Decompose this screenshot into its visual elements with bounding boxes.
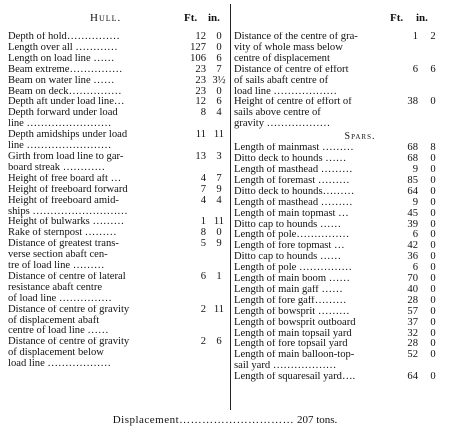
table-row — [234, 209, 446, 220]
inches-value: 0 — [430, 174, 436, 186]
feet-value: 13 — [195, 150, 206, 162]
feet-value: 38 — [407, 96, 418, 108]
hull-title: Hull. — [90, 12, 122, 24]
row-label: Depth forward under load line …………………… — [8, 108, 118, 130]
displacement-line — [0, 414, 450, 426]
inches-header: in. — [208, 12, 220, 24]
feet-value: 6 — [412, 63, 418, 75]
feet-value: 32 — [407, 327, 418, 339]
table-row — [8, 217, 230, 228]
feet-value: 9 — [412, 163, 418, 175]
inches-value: 0 — [430, 196, 436, 208]
row-label: Distance of centre of lateral resistance abaft centre of load line …………… — [8, 271, 126, 304]
hull-rows — [8, 32, 230, 370]
inches-value: 0 — [216, 31, 222, 42]
row-label: Ditto cap to hounds …… — [234, 219, 342, 230]
inches-value: 0 — [430, 327, 436, 339]
row-label: Length of bowsprit outboard — [234, 317, 356, 328]
feet-value: 42 — [407, 240, 418, 252]
row-label: Length of fore topsail yard — [234, 339, 348, 350]
feet-value: 9 — [412, 196, 418, 208]
row-label: Distance of greatest trans- verse section abaft cen- tre of load line ……… — [8, 239, 119, 272]
table-row — [234, 350, 446, 372]
inches-value: 0 — [430, 283, 436, 295]
feet-value: 4 — [200, 172, 206, 184]
feet-value: 28 — [407, 294, 418, 306]
inches-value: 0 — [430, 262, 436, 274]
feet-value: 28 — [407, 338, 418, 350]
row-label: Height of freeboard amid- ships ……………………… — [8, 195, 128, 217]
inches-value: 0 — [430, 294, 436, 306]
feet-value: 11 — [195, 129, 206, 141]
hull-column — [8, 4, 231, 410]
feet-value: 64 — [407, 185, 418, 197]
inches-value: 0 — [430, 153, 436, 165]
row-label: Length of pole…………… — [234, 230, 350, 241]
displacement-label: Displacement………………………… — [112, 414, 295, 426]
row-label: Depth aft under load line… — [8, 97, 125, 108]
row-label: Length of main balloon-top- sail yard ……………… — [234, 350, 355, 372]
row-label: Length of main topmast … — [234, 208, 349, 219]
table-row — [234, 32, 446, 65]
inches-value: 11 — [213, 216, 225, 228]
feet-value: 12 — [195, 96, 206, 108]
inches-header: in. — [416, 12, 428, 24]
spars-title: Spars. — [344, 131, 376, 143]
feet-value: 12 — [195, 31, 206, 42]
inches-value: 7 — [216, 63, 222, 75]
feet-value: 106 — [190, 52, 206, 64]
table-row — [234, 97, 446, 130]
inches-value: 6 — [216, 336, 222, 348]
inches-value: 0 — [430, 218, 436, 230]
row-label: Ditto deck to hounds …… — [234, 154, 347, 165]
row-label: Length of bowsprit ……… — [234, 306, 350, 317]
inches-value: 0 — [430, 305, 436, 317]
row-label: Depth of hold…………… — [8, 32, 120, 42]
inches-value: 0 — [430, 185, 436, 197]
feet-header: Ft. — [390, 12, 404, 24]
feet-value: 36 — [407, 251, 418, 263]
inches-value: 8 — [430, 142, 436, 154]
feet-value: 6 — [412, 229, 418, 241]
row-label: Distance of centre of gravity of displacement below load line ……………… — [8, 337, 130, 370]
row-label: Length of squaresail yard…. — [234, 372, 356, 383]
row-label: Length on load line …… — [8, 53, 115, 64]
inches-value: 0 — [216, 227, 222, 239]
inches-value: 6 — [430, 63, 436, 75]
inches-value: 0 — [430, 240, 436, 252]
inches-value: 7 — [216, 172, 222, 184]
inches-value: 4 — [216, 107, 222, 119]
inches-value: 0 — [430, 338, 436, 350]
inches-value: 0 — [430, 96, 436, 108]
row-label: Ditto deck to hounds……… — [234, 186, 355, 197]
hull-header — [8, 4, 230, 32]
feet-value: 127 — [190, 41, 206, 53]
feet-value: 39 — [407, 218, 418, 230]
table-row — [8, 228, 230, 239]
inches-value: 1 — [216, 270, 222, 282]
right-header — [234, 4, 446, 32]
row-label: Length of fore topmast … — [234, 241, 345, 252]
feet-value: 2 — [200, 336, 206, 348]
row-label: Length of main topsail yard — [234, 328, 352, 339]
inches-value: 0 — [430, 163, 436, 175]
row-label: Length of masthead ……… — [234, 197, 353, 208]
inches-value: 0 — [430, 229, 436, 241]
table-row — [8, 239, 230, 272]
table-row — [8, 130, 230, 152]
inches-value: 4 — [216, 194, 222, 206]
inches-value: 11 — [213, 129, 225, 141]
row-label: Length of mainmast ……… — [234, 143, 354, 154]
row-label: Length over all ………… — [8, 42, 118, 53]
inches-value: 3½ — [212, 74, 226, 86]
row-label: Rake of sternpost ……… — [8, 228, 117, 239]
spars-rows — [234, 143, 446, 383]
feet-value: 23 — [195, 85, 206, 97]
row-label: Depth amidships under load line …………………… — [8, 130, 128, 152]
feet-value: 7 — [200, 183, 206, 195]
feet-value: 68 — [407, 142, 418, 154]
inches-value: 0 — [216, 41, 222, 53]
row-label: Length of fore gaff……… — [234, 295, 347, 306]
row-label: Distance of centre of effort of sails abaft centre of load line ……………… — [234, 64, 349, 97]
table-row — [8, 196, 230, 218]
feet-value: 23 — [195, 74, 206, 86]
inches-value: 9 — [216, 238, 222, 250]
feet-value: 6 — [200, 270, 206, 282]
right-column — [234, 4, 446, 383]
row-label: Beam extreme…………… — [8, 64, 123, 75]
row-label: Length of main boom …… — [234, 274, 350, 285]
feet-value: 2 — [200, 303, 206, 315]
table-row — [234, 65, 446, 98]
table-row — [234, 318, 446, 329]
inches-value: 0 — [430, 349, 436, 361]
inches-value: 0 — [430, 251, 436, 263]
feet-value: 8 — [200, 227, 206, 239]
row-label: Length of masthead ……… — [234, 164, 353, 175]
feet-value: 37 — [407, 316, 418, 328]
table-row — [234, 372, 446, 383]
table-row — [234, 198, 446, 209]
feet-value: 23 — [195, 63, 206, 75]
feet-value: 8 — [200, 107, 206, 119]
feet-value: 4 — [200, 194, 206, 206]
inches-value: 3 — [216, 150, 222, 162]
row-label: Distance of centre of gravity of displacement abaft centre of load line …… — [8, 304, 130, 337]
inches-value: 11 — [213, 303, 225, 315]
row-label: Beam on water line …… — [8, 75, 115, 86]
inches-value: 0 — [430, 207, 436, 219]
feet-value: 45 — [407, 207, 418, 219]
table-row — [8, 65, 230, 76]
feet-header: Ft. — [184, 12, 198, 24]
row-label: Distance of the centre of gra- vity of whole mass below centre of displacement — [234, 32, 358, 64]
inches-value: 0 — [430, 371, 436, 383]
table-row — [8, 305, 230, 338]
row-label: Height of bulwarks ……… — [8, 217, 125, 228]
feet-value: 1 — [412, 31, 418, 42]
row-label: Girth from load line to gar- board streak ………… — [8, 151, 124, 173]
table-row — [8, 185, 230, 196]
row-label: Height of freeboard forward — [8, 184, 128, 195]
feet-value: 5 — [200, 238, 206, 250]
inches-value: 9 — [216, 183, 222, 195]
table-row — [8, 152, 230, 174]
row-label: Length of foremast ……… — [234, 175, 350, 186]
row-label: Ditto cap to hounds …… — [234, 252, 342, 263]
table-row — [8, 174, 230, 185]
feet-value: 6 — [412, 262, 418, 274]
feet-value: 52 — [407, 349, 418, 361]
feet-value: 85 — [407, 174, 418, 186]
feet-value: 64 — [407, 371, 418, 383]
row-label: Beam on deck…………… — [8, 86, 122, 97]
table-row — [8, 108, 230, 130]
feet-value: 68 — [407, 153, 418, 165]
feet-value: 70 — [407, 273, 418, 285]
inches-value: 0 — [216, 85, 222, 97]
table-row — [8, 97, 230, 108]
inches-value: 6 — [216, 52, 222, 64]
row-label: Height of centre of effort of sails above centre of gravity ……………… — [234, 97, 352, 130]
displacement-value: 207 tons. — [296, 414, 338, 426]
inches-value: 0 — [430, 316, 436, 328]
row-label: Length of pole …………… — [234, 263, 352, 274]
feet-value: 1 — [200, 216, 206, 228]
row-label: Height of free board aft … — [8, 173, 122, 184]
table-row — [8, 76, 230, 87]
feet-value: 40 — [407, 283, 418, 295]
inches-value: 0 — [430, 273, 436, 285]
centre-rows — [234, 32, 446, 130]
table-row — [8, 272, 230, 305]
inches-value: 6 — [216, 96, 222, 108]
feet-value: 57 — [407, 305, 418, 317]
inches-value: 2 — [430, 31, 436, 42]
row-label: Length of main gaff …… — [234, 284, 343, 295]
table-row — [8, 337, 230, 370]
